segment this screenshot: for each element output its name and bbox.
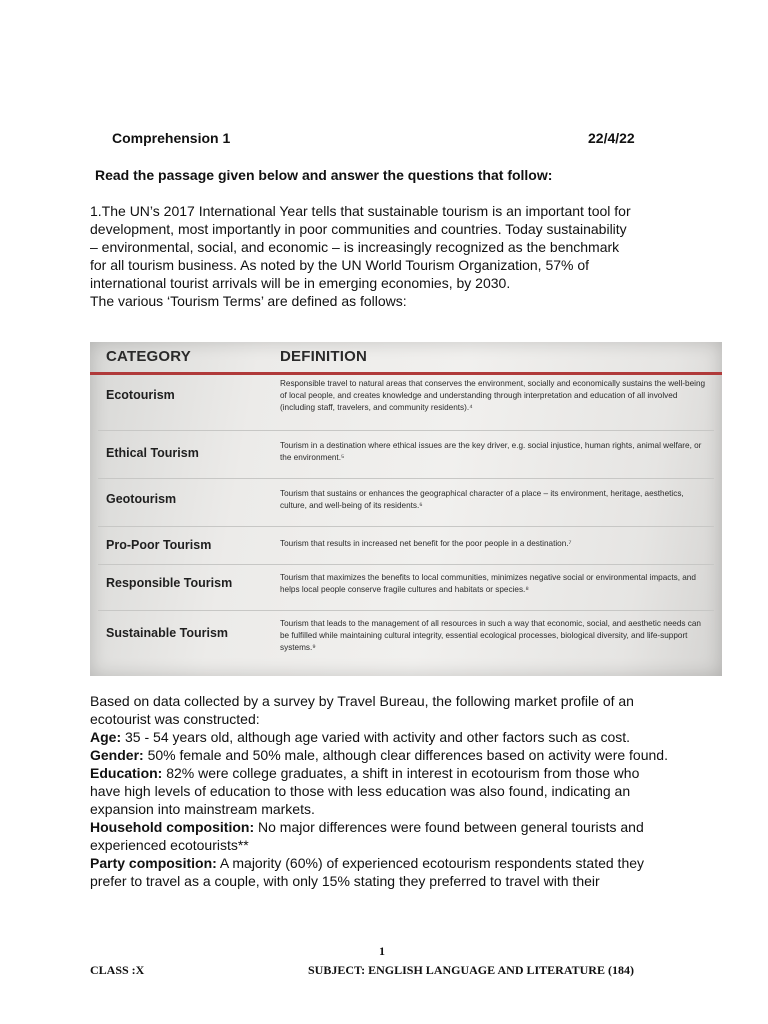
row-divider — [98, 526, 714, 527]
education-label: Education: — [90, 765, 163, 781]
passage-line: The various ‘Tourism Terms’ are defined as follows: — [90, 293, 407, 309]
definition-cell: Responsible travel to natural areas that conserves the environment, socially and economically sustains the well-being of local people, and creates knowledge and understanding through interpretation and education of all involved (including staff, travelers, and community residents).⁴ — [280, 379, 706, 412]
survey-section — [90, 692, 670, 890]
document-date: 22/4/22 — [588, 130, 635, 146]
footer-class: CLASS :X — [90, 963, 145, 977]
age-text: 35 - 54 years old, although age varied with activity and other factors such as cost. — [121, 729, 631, 745]
category-cell: Responsible Tourism — [106, 576, 233, 590]
age-label: Age: — [90, 729, 122, 745]
document-title: Comprehension 1 — [112, 130, 231, 146]
passage-line: – environmental, social, and economic – is increasingly recognized as the benchmark — [90, 239, 620, 255]
definition-cell: Tourism that sustains or enhances the geographical character of a place – its environment, heritage, aesthetics, culture, and well-being of its residents.⁶ — [280, 489, 684, 510]
party-label: Party composition: — [90, 855, 217, 871]
category-cell: Ethical Tourism — [106, 446, 199, 460]
education-text: 82% were college graduates, a shift in interest in ecotourism from those who have high levels of education to those with less education was also found, indicating an expansion into mainstream markets. — [90, 765, 640, 817]
page-number: 1 — [379, 944, 385, 958]
category-cell: Sustainable Tourism — [106, 626, 229, 640]
survey-age — [90, 728, 670, 746]
instruction-line: Read the passage given below and answer the questions that follow: — [95, 167, 553, 183]
table-header — [90, 342, 722, 375]
definition-cell: Tourism that results in increased net benefit for the poor people in a destination.⁷ — [280, 539, 572, 548]
row-divider — [98, 564, 714, 565]
column-header-category: CATEGORY — [106, 348, 191, 365]
tourism-terms-table-photo — [90, 342, 722, 676]
passage-line: development, most importantly in poor communities and countries. Today sustainability — [90, 221, 627, 237]
passage-paragraph — [90, 202, 710, 310]
survey-gender — [90, 746, 670, 764]
passage-line: for all tourism business. As noted by the UN World Tourism Organization, 57% of — [90, 257, 590, 273]
survey-education — [90, 764, 670, 818]
gender-text: 50% female and 50% male, although clear differences based on activity were found. — [143, 747, 668, 763]
category-cell: Pro-Poor Tourism — [106, 538, 212, 552]
category-cell: Geotourism — [106, 492, 177, 506]
survey-household — [90, 818, 670, 854]
passage-line: international tourist arrivals will be in emerging economies, by 2030. — [90, 275, 511, 291]
row-divider — [98, 478, 714, 479]
definition-cell: Tourism that leads to the management of all resources in such a way that economic, social, and aesthetic needs can be fulfilled while maintaining cultural integrity, essential ecological processes, biological diversity, and life-support systems.⁹ — [280, 619, 701, 652]
household-label: Household composition: — [90, 819, 255, 835]
survey-intro: Based on data collected by a survey by Travel Bureau, the following market profile of an ecotourist was constructed: — [90, 693, 634, 727]
category-cell: Ecotourism — [106, 388, 175, 402]
passage-line: 1.The UN’s 2017 International Year tells that sustainable tourism is an important tool for — [90, 203, 631, 219]
household-text: No major differences were found between general tourists and experienced ecotourists** — [90, 819, 644, 853]
definition-cell: Tourism in a destination where ethical issues are the key driver, e.g. social injustice, human rights, animal welfare, or the environment.⁵ — [280, 441, 702, 462]
gender-label: Gender: — [90, 747, 144, 763]
column-header-definition: DEFINITION — [280, 348, 367, 365]
definition-cell: Tourism that maximizes the benefits to local communities, minimizes negative social or environmental impacts, and helps local people conserve fragile cultures and habitats or species.⁸ — [280, 573, 696, 594]
survey-party — [90, 854, 670, 890]
row-divider — [98, 430, 714, 431]
row-divider — [98, 610, 714, 611]
party-text: A majority (60%) of experienced ecotourism respondents stated they prefer to travel as a couple, with only 15% stating they preferred to travel with their — [90, 855, 645, 889]
footer-subject: SUBJECT: ENGLISH LANGUAGE AND LITERATURE (184) — [308, 963, 634, 977]
